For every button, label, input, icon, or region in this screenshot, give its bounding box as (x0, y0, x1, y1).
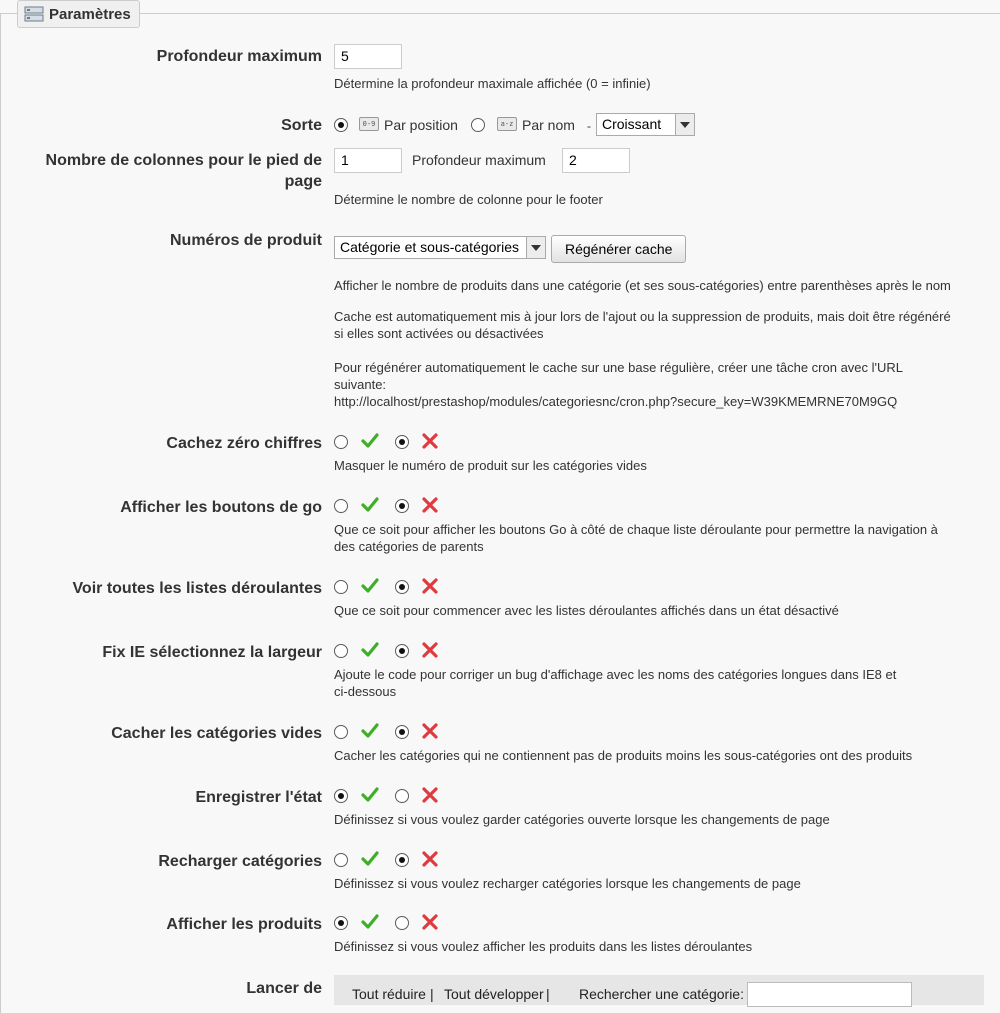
option-label: Cachez zéro chiffres (166, 435, 322, 452)
footer-columns-input[interactable]: 1 (334, 148, 402, 173)
option-yes-radio[interactable] (334, 789, 348, 803)
option-help: des catégories de parents (334, 539, 484, 554)
sort-label: Sorte (281, 117, 322, 134)
footer-depth-label: Profondeur maximum (412, 152, 546, 168)
option-label: Afficher les boutons de go (120, 499, 322, 516)
option-help: Ajoute le code pour corriger un bug d'affichage avec les noms des catégories longues dans IE8 et (334, 667, 897, 682)
check-icon (361, 722, 379, 740)
check-icon (361, 850, 379, 868)
cross-icon (421, 786, 439, 804)
sort-name-radio[interactable] (471, 118, 485, 132)
option-help: Masquer le numéro de produit sur les catégories vides (334, 458, 647, 473)
cross-icon (421, 496, 439, 514)
cross-icon (421, 432, 439, 450)
check-icon (361, 496, 379, 514)
section-legend (17, 0, 140, 28)
product-counts-value: Catégorie et sous-catégories (340, 239, 519, 255)
option-no-radio[interactable] (395, 580, 409, 594)
option-label: Enregistrer l'état (195, 789, 322, 806)
category-tree-toolbar (334, 975, 984, 1005)
option-yes-radio[interactable] (334, 580, 348, 594)
option-no-radio[interactable] (395, 916, 409, 930)
option-yes-radio[interactable] (334, 725, 348, 739)
sort-position-label: Par position (384, 117, 458, 133)
sort-order-value: Croissant (602, 116, 662, 132)
cron-url: http://localhost/prestashop/modules/categoriesnc/cron.php?secure_key=W39KMEMRNE70M9GQ (334, 394, 898, 409)
option-label: Afficher les produits (166, 916, 322, 933)
cron-help-line-1: Pour régénérer automatiquement le cache sur une base régulière, créer une tâche cron avec l'URL (334, 360, 904, 375)
check-icon (361, 641, 379, 659)
option-yes-radio[interactable] (334, 435, 348, 449)
option-help: Définissez si vous voulez recharger catégories lorsque les changements de page (334, 876, 801, 891)
chevron-down-icon (675, 114, 694, 135)
cache-help-line-2: si elles sont activées ou désactivées (334, 326, 544, 341)
product-counts-select[interactable] (334, 236, 546, 259)
max-depth-label: Profondeur maximum (156, 48, 322, 65)
toolbar-divider: | (546, 986, 550, 1002)
option-yes-radio[interactable] (334, 499, 348, 513)
cross-icon (421, 913, 439, 931)
product-counts-label: Numéros de produit (169, 232, 322, 249)
max-depth-input[interactable]: 5 (334, 44, 402, 69)
settings-panel-icon (24, 6, 44, 22)
sort-separator: - (587, 119, 591, 133)
option-help: ci-dessous (334, 684, 397, 699)
option-help: Définissez si vous voulez afficher les produits dans les listes déroulantes (334, 939, 753, 954)
regenerate-cache-button[interactable]: Régénérer cache (551, 235, 686, 263)
option-yes-radio[interactable] (334, 644, 348, 658)
footer-columns-label: Nombre de colonnes pour le pied de page (45, 152, 322, 190)
option-no-radio[interactable] (395, 435, 409, 449)
cache-help-line-1: Cache est automatiquement mis à jour lors de l'ajout ou la suppression de produits, mais doit être régénéré (334, 309, 951, 324)
max-depth-help: Détermine la profondeur maximale affichée (0 = infinie) (334, 76, 651, 91)
option-yes-radio[interactable] (334, 916, 348, 930)
option-help: Cacher les catégories qui ne contiennent pas de produits moins les sous-catégories ont des produits (334, 748, 913, 763)
sort-name-icon: a-z (497, 117, 517, 131)
chevron-down-icon (526, 237, 545, 258)
option-label: Recharger catégories (158, 853, 322, 870)
option-label: Voir toutes les listes déroulantes (72, 580, 322, 597)
cross-icon (421, 641, 439, 659)
cross-icon (421, 722, 439, 740)
cross-icon (421, 577, 439, 595)
option-no-radio[interactable] (395, 853, 409, 867)
option-help: Que ce soit pour commencer avec les listes déroulantes affichés dans un état désactivé (334, 603, 839, 618)
expand-all-link[interactable]: Tout développer (444, 986, 544, 1002)
option-help: Définissez si vous voulez garder catégories ouverte lorsque les changements de page (334, 812, 830, 827)
search-category-input[interactable] (747, 982, 912, 1007)
option-help: Que ce soit pour afficher les boutons Go à côté de chaque liste déroulante pour permettre la navigation à (334, 522, 938, 537)
check-icon (361, 577, 379, 595)
footer-depth-input[interactable]: 2 (562, 148, 630, 173)
launch-label: Lancer de (246, 980, 322, 997)
option-no-radio[interactable] (395, 644, 409, 658)
check-icon (361, 913, 379, 931)
footer-columns-help: Détermine le nombre de colonne pour le footer (334, 192, 603, 207)
check-icon (361, 432, 379, 450)
option-no-radio[interactable] (395, 499, 409, 513)
cross-icon (421, 850, 439, 868)
section-title: Paramètres (49, 5, 131, 23)
option-yes-radio[interactable] (334, 853, 348, 867)
sort-position-icon: 0-9 (359, 117, 379, 131)
sort-order-select[interactable] (596, 113, 695, 136)
option-no-radio[interactable] (395, 725, 409, 739)
option-label: Cacher les catégories vides (111, 725, 322, 742)
product-counts-help: Afficher le nombre de produits dans une catégorie (et ses sous-catégories) entre parenthèses après le nom (334, 278, 951, 293)
search-category-label: Rechercher une catégorie: (579, 986, 744, 1002)
option-no-radio[interactable] (395, 789, 409, 803)
check-icon (361, 786, 379, 804)
option-label: Fix IE sélectionnez la largeur (102, 644, 322, 661)
cron-help-line-2: suivante: (334, 377, 387, 392)
collapse-all-link[interactable]: Tout réduire (352, 986, 426, 1002)
sort-name-label: Par nom (522, 117, 575, 133)
sort-position-radio[interactable] (334, 118, 348, 132)
toolbar-divider: | (430, 986, 434, 1002)
